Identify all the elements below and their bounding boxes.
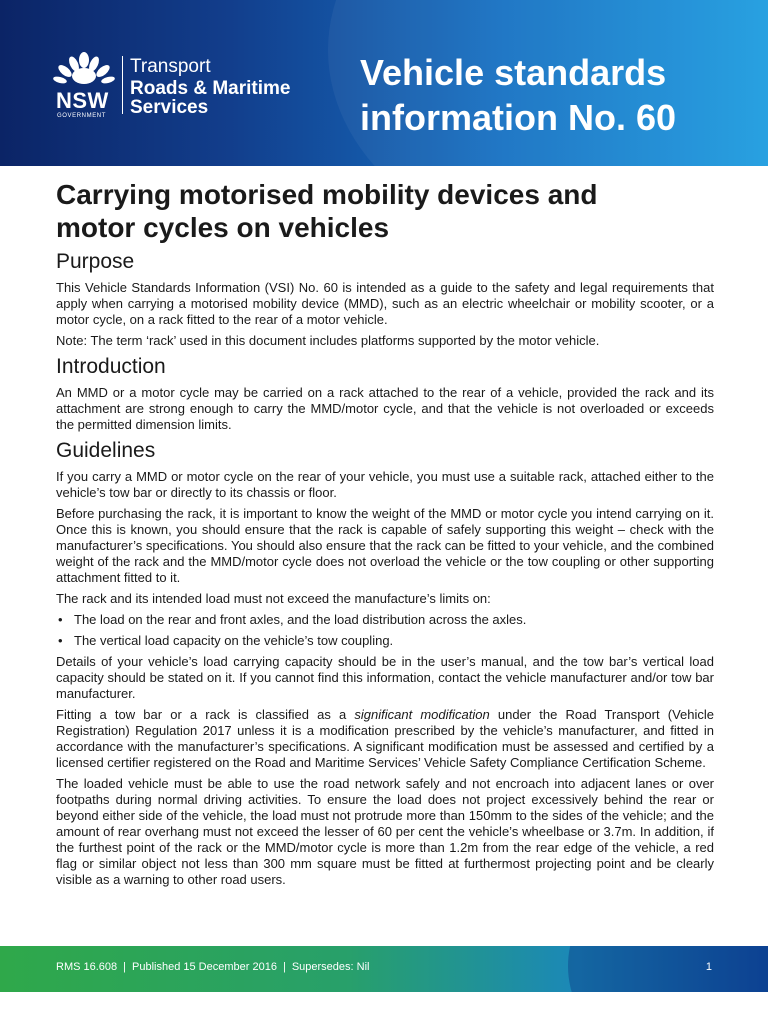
document-title-line2: motor cycles on vehicles: [56, 212, 390, 243]
introduction-paragraph: An MMD or a motor cycle may be carried on a rack attached to the rear of a vehicle, provided the rack and its attachment are strong enough to carry the MMD/motor cycle, and that the vehicle is not overloaded or exceeds the permitted dimension limits.: [56, 385, 714, 432]
government-wordmark: GOVERNMENT: [57, 113, 107, 119]
published-date: Published 15 December 2016: [132, 961, 277, 973]
guidelines-bullet-list: [56, 612, 714, 649]
footer-separator: |: [123, 961, 127, 973]
guidelines-paragraph-3: The rack and its intended load must not exceed the manufacture’s limits on:: [56, 591, 491, 606]
guidelines-heading: Guidelines: [56, 439, 156, 462]
guidelines-paragraph-5: [56, 707, 714, 771]
purpose-paragraph: This Vehicle Standards Information (VSI) No. 60 is intended as a guide to the safety and legal requirements that apply when carrying a motorised mobility device (MMD), such as an electric wheelchair or mobility scooter, or a motor cycle, on a rack fitted to the rear of a motor vehicle.: [56, 280, 714, 327]
footer-decoration: [568, 946, 768, 992]
logo-divider: [122, 56, 123, 114]
document-title-line1: Carrying motorised mobility devices and: [56, 179, 598, 210]
purpose-heading: Purpose: [56, 250, 135, 273]
introduction-heading: Introduction: [56, 355, 166, 378]
logo-transport: Transport: [130, 56, 211, 77]
logo-services: Services: [130, 97, 209, 118]
header-title-line1: Vehicle standards: [360, 52, 667, 93]
emphasis-text: significant modification: [354, 707, 490, 722]
guidelines-paragraph-6: The loaded vehicle must be able to use the road network safely and not encroach into adjacent lanes or over footpaths during normal driving activities. To ensure the load does not project excessively behind the rear or beyond either side of the vehicle, the load must not protrude more than 150mm to the sides of the vehicle; and the amount of rear overhang must not exceed the lesser of 60 per cent the vehicle’s wheelbase or 3.7m. In addition, if the furthest point of the rack or the MMD/motor cycle is more than 1.2m from the rear edge of the vehicle, a red flag or similar object not less than 300 mm square must be fitted at furthermost projecting point and be clearly visible as a warning to other road users.: [56, 776, 714, 887]
footer-banner: [0, 946, 768, 992]
footer-separator: |: [282, 961, 286, 973]
header-title: [360, 50, 760, 140]
document-title: [56, 178, 714, 244]
nsw-wordmark: NSW: [56, 88, 109, 113]
list-item: • The vertical load capacity on the vehicle’s tow coupling.: [56, 633, 714, 649]
paragraph-text: under the Road Transport (Vehicle Registration) Regulation 2017 unless it is a modification prescribed by the vehicle’s manufacturer, and fitted in accordance with the manufacturer’s specifications. A significant modification must be assessed and certified by a licensed certifier registered on the Road and Maritime Services’ Vehicle Safety Compliance Certification Scheme.: [56, 707, 714, 770]
document-body: [56, 178, 714, 893]
header-title-line2: information No. 60: [360, 97, 677, 138]
document-code: RMS 16.608: [56, 961, 118, 973]
guidelines-paragraph-1: If you carry a MMD or motor cycle on the rear of your vehicle, you must use a suitable rack, attached either to the vehicle’s tow bar or directly to its chassis or floor.: [56, 469, 714, 500]
page-number: 1: [705, 961, 712, 973]
guidelines-paragraph-4: Details of your vehicle’s load carrying capacity should be in the user’s manual, and the tow bar’s vertical load capacity should be stated on it. If you cannot find this information, contact the vehicle manufacturer and/or tow bar manufacturer.: [56, 654, 714, 701]
supersedes-info: Supersedes: Nil: [291, 961, 370, 973]
header-banner: [0, 0, 768, 166]
guidelines-paragraph-2: Before purchasing the rack, it is important to know the weight of the MMD or motor cycle you intend carrying on it. Once this is known, you should ensure that the rack is capable of safely supporting this weight – check with the manufacturer’s specifications. You should also ensure that the rack can be fitted to your vehicle, and the combined weight of the rack and the MMD/motor cycle does not overload the vehicle or the tow coupling or other supporting attachment fitted to it.: [56, 506, 714, 585]
footer-info: [56, 961, 369, 973]
paragraph-text: Fitting a tow bar or a rack is classified as a: [56, 707, 355, 722]
purpose-note: Note: The term ‘rack’ used in this document includes platforms supported by the motor vehicle.: [56, 333, 600, 348]
nsw-transport-logo: [52, 52, 302, 122]
list-item: • The load on the rear and front axles, and the load distribution across the axles.: [56, 612, 714, 628]
logo-roads-maritime: Roads & Maritime: [130, 78, 291, 99]
